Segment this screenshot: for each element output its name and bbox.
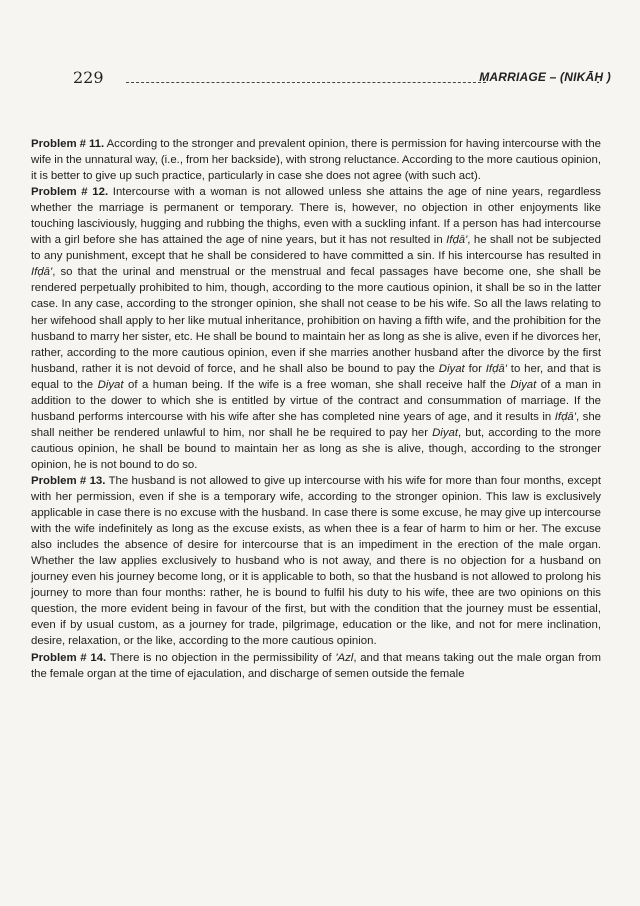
problem-paragraph [31,473,601,650]
problem-text: Intercourse with a woman is not allowed unless she attains the age of nine years, regardless whether the marriage is permanent or temporary. There is, however, no objection in other enjoyments like touching lasciviously, hugging and rubbing the thighs, even with a suckling infant. If a person has had intercourse with a girl before she has attained the age of nine years, but it has not resulted in [31,186,601,247]
problem-text: of a man in addition to the dower to which she is entitled by virtue of the contract and consummation of marriage. If the husband performs intercourse with his wife after she has completed nine years of age, and it results in [31,378,601,423]
italic-term: 'Azl [335,651,354,664]
problem-text: , so that the urinal and menstrual or the menstrual and fecal passages have become one, she shall be rendered perpetually prohibited to him, though, according to the more cautious opinion, it shall be so in the latter case. In any case, according to the stronger opinion, she shall not cease to be his wife. So all the laws relating to her wifehood shall apply to her like mutual inheritance, prohibition on having a fifth wife, and the prohibition for the husband to marry her sister, etc. He shall be bound to maintain her as long as she is alive, even if he divorces her, rather, according to the more cautious opinion, even if she marries another husband after the divorce by the first husband, rather it is not devoid of force, and he shall also be bound to pay the [31,266,601,375]
problem-label: Problem # 11. [31,138,105,150]
italic-term: Ifḍā' [485,362,507,375]
italic-term: Ifḍā' [31,266,53,279]
problem-text: , but, according to the more cautious opinion, he shall be bound to maintain her as long as she is alive, though, according to the stronger opinion, he is not bound to do so. [31,426,601,471]
page-number: 229 [73,68,104,87]
body-text [31,136,601,682]
problem-text: , he shall not be subjected to any punishment, except that he shall be considered to have committed a sin. If his intercourse has resulted in [31,234,601,263]
problem-label: Problem # 12. [31,186,109,199]
problem-text: for [464,362,486,375]
italic-term: Diyat [510,378,537,391]
problem-text: There is no objection in the permissibility of [106,651,336,664]
problem-label: Problem # 13. [31,474,106,487]
problem-text: , she shall neither be rendered unlawful to him, nor shall he be required to pay her [31,410,601,439]
problem-text: The husband is not allowed to give up intercourse with his wife for more than four months, except with her permission, even if she is a temporary wife, according to the stronger opinion. This law is exclusively applicable in case there is no excuse with the husband. In case there is some excuse, he may give up intercourse with the wife indefinitely as long as the excuse exists, as when thee is a fear of harm to him or her. The excuse also includes the absence of desire for intercourse that is an impediment in the erection of the male organ. Whether the law applies exclusively to husband who is not away, and there is no objection for a husband on journey even his journey become long, or it is applicable to both, so that the husband is not allowed to prolong his journey to more than four months: rather, he is bound to fulfil his duty to his wife, thee are two opinions on this question, the more evident being in favour of the first, but with the condition that the journey must be essential, even if by usual custom, as a journey for trade, pilgrimage, education or the like, and not for mere inclination, desire, relaxation, or the like, according to the more cautious opinion. [31,474,601,648]
problem-label: Problem # 14. [31,651,107,664]
italic-term: Diyat [432,426,459,439]
problem-paragraph [31,650,601,682]
italic-term: Ifḍā' [446,234,468,247]
problem-text: to her, and that is equal to the [31,362,601,391]
italic-term: Diyat [438,362,465,375]
running-head: MARRIAGE – (NIKĀḤ ) [479,70,611,84]
problem-paragraph [31,136,601,184]
italic-term: Ifḍā' [554,410,576,423]
header-rule [126,82,486,83]
problem-paragraph [31,184,601,473]
problem-text: According to the stronger and prevalent opinion, there is permission for having intercourse with the wife in the unnatural way, (i.e., from her backside), with strong reluctance. According to the more cautious opinion, it is better to give up such practice, particularly in case she does not agree (with such act). [31,138,602,183]
italic-term: Diyat [97,378,124,391]
problem-text: , and that means taking out the male organ from the female organ at the time of ejaculation, and discharge of semen outside the female [31,651,601,680]
page-header [73,68,611,92]
problem-text: of a human being. If the wife is a free woman, she shall receive half the [123,378,511,391]
